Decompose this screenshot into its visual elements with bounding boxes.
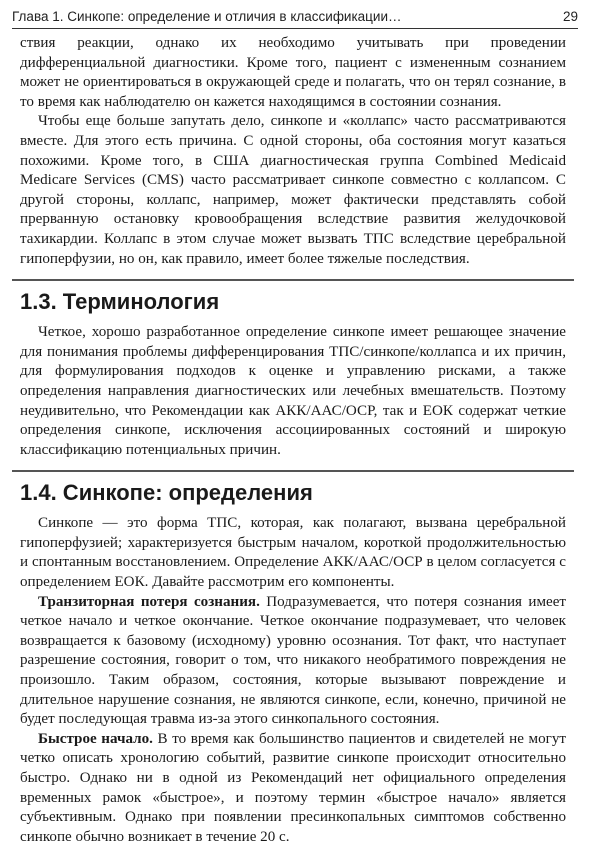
intro-paragraph-1: ствия реакции, однако их необходимо учитывать при проведении дифференциальной диагностики. Кроме того, пациент с измененным сознанием может не ориентироваться в окружающей среде и полагать, что он терял сознание, в то время как наблюдателю он кажется находящимся в состоянии сознания.	[20, 35, 566, 110]
runin-heading-tlc: Транзиторная потеря сознания.	[38, 593, 260, 610]
section-title-terminology: 1.3. Терминология	[20, 289, 220, 315]
definitions-paragraph-2	[20, 593, 566, 730]
section-definitions	[20, 470, 566, 847]
definitions-paragraph-2-text: Подразумевается, что потеря сознания имеет четкое начало и четкое окончание. Четкое окончание подразумевает, что человек возвращается к базовому (исходному) уровню осознания. Тот факт, что наступает разрешение состояния, говорит о том, что никакого необратимого повреждения не произошло. Таким образом, состояния, которые вызывают повреждение и длительное нарушение сознания, не являются синкопе, если, конечно, причиной не будет последующая травма из-за этого синкопального состояния.	[20, 593, 566, 728]
page-number: 29	[562, 8, 578, 24]
running-header	[12, 4, 578, 28]
runin-heading-rapid-onset: Быстрое начало.	[38, 730, 153, 747]
section-terminology	[20, 279, 566, 460]
running-title: Глава 1. Синкопе: определение и отличия в классификации…	[12, 8, 402, 24]
definitions-paragraph-1: Синкопе — это форма ТПС, которая, как полагают, вызвана церебральной гипоперфузией; характеризуется быстрым началом, короткой продолжительностью и спонтанным восстановлением. Определение АКК/ААС/ОСР в целом согласуется с определением ЕОК. Давайте рассмотрим его компоненты.	[20, 515, 566, 591]
terminology-paragraph-1: Четкое, хорошо разработанное определение синкопе имеет решающее значение для понимания проблемы дифференцирования ТПС/синкопе/коллапса и их причин, для формулирования подходов к оценке и управлению рисками, а также определения направления диагностических или лечебных вмешательств. Поэтому неудивительно, что Рекомендации как АКК/ААС/ОСР, так и ЕОК содержат четкие определения синкопе, исключения ассоциированных состояний и широкую классификацию потенциальных причин.	[20, 324, 566, 458]
section-rule	[12, 279, 574, 281]
intro-paragraph-2: Чтобы еще больше запутать дело, синкопе и «коллапс» часто рассматриваются вместе. Для этого есть причина. С одной стороны, оба состояния могут казаться похожими. Кроме того, в США диагностическая группа Combined Medicaid Medicare Services (CMS) часто рассматривает синкопе совместно с коллапсом. С другой стороны, коллапс, например, может фактически представлять собой прерванную остановку кровообращения вследствие развития желудочковой тахикардии. Коллапс в этом случае может вызвать ТПС вследствие церебральной гипоперфузии, но он, как правило, имеет более тяжелые последствия.	[20, 113, 566, 267]
definitions-paragraph-3-text: В то время как большинство пациентов и свидетелей не могут четко описать хронологию событий, развитие синкопе происходит относительно быстро. Однако ни в одной из Рекомендаций нет официального определения временных рамок «быстрое», и поэтому термин «быстрое начало» является субъективным. Однако при появлении пресинкопальных симптомов собственно синкопе обычно возникает в течение 20 с.	[20, 730, 566, 845]
header-rule	[12, 28, 578, 29]
section-title-definitions: 1.4. Синкопе: определения	[20, 480, 313, 506]
section-rule	[12, 470, 574, 472]
definitions-paragraph-3	[20, 730, 566, 847]
page-body	[20, 34, 566, 847]
